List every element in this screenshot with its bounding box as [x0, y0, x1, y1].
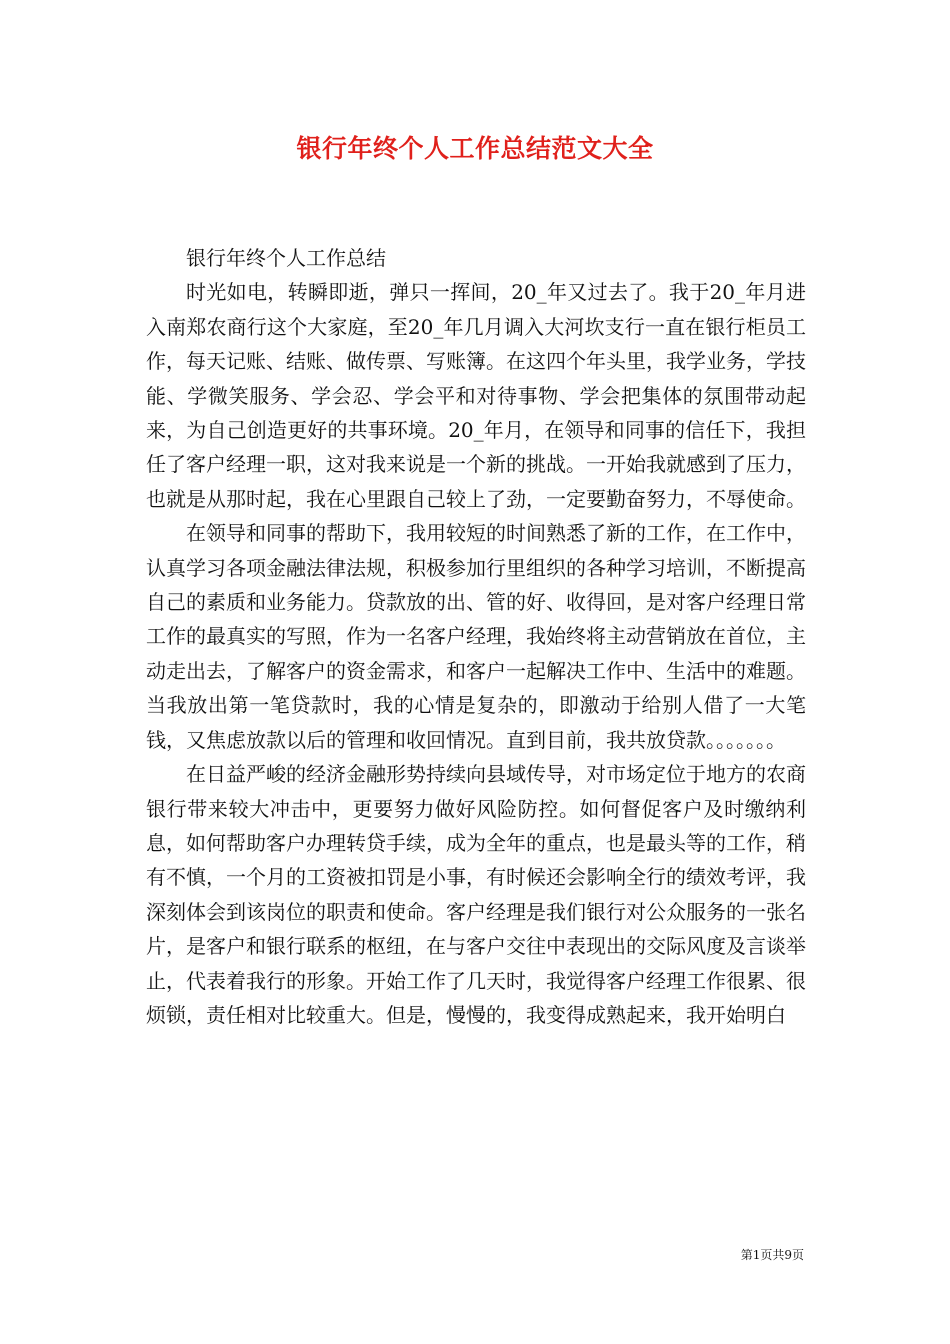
- document-subtitle: 银行年终个人工作总结: [186, 246, 386, 270]
- document-body: [146, 241, 806, 1032]
- paragraph-2: 在领导和同事的帮助下，我用较短的时间熟悉了新的工作，在工作中，认真学习各项金融法律法规，积极参加行里组织的各种学习培训，不断提高自己的素质和业务能力。贷款放的出、管的好、收得回，是对客户经理日常工作的最真实的写照，作为一名客户经理，我始终将主动营销放在首位，主动走出去，了解客户的资金需求，和客户一起解决工作中、生活中的难题。当我放出第一笔贷款时，我的心情是复杂的，即激动于给别人借了一大笔钱，又焦虑放款以后的管理和收回情况。直到目前，我共放贷款。。。。。。。: [146, 521, 806, 752]
- paragraph-3: 在日益严峻的经济金融形势持续向县域传导，对市场定位于地方的农商银行带来较大冲击中，更要努力做好风险防控。如何督促客户及时缴纳利息，如何帮助客户办理转贷手续，成为全年的重点，也是最头等的工作，稍有不慎，一个月的工资被扣罚是小事，有时候还会影响全行的绩效考评，我深刻体会到该岗位的职责和使命。客户经理是我们银行对公众服务的一张名片，是客户和银行联系的枢纽，在与客户交往中表现出的交际风度及言谈举止，代表着我行的形象。开始工作了几天时，我觉得客户经理工作很累、很烦锁，责任相对比较重大。但是，慢慢的，我变得成熟起来，我开始明白: [146, 762, 806, 1027]
- page-title: 银行年终个人工作总结范文大全: [296, 134, 654, 163]
- paragraph-1: 时光如电，转瞬即逝，弹只一挥间，20_年又过去了。我于20_年月进入南郑农商行这个大家庭，至20_年几月调入大河坎支行一直在银行柜员工作，每天记账、结账、做传票、写账簿。在这四个年头里，我学业务，学技能、学微笑服务、学会忍、学会平和对待事物、学会把集体的氛围带动起来，为自己创造更好的共事环境。20_年月，在领导和同事的信任下，我担任了客户经理一职，这对我来说是一个新的挑战。一开始我就感到了压力，也就是从那时起，我在心里跟自己较上了劲，一定要勤奋努力，不辱使命。: [146, 280, 806, 511]
- page-indicator: 第1页共9页: [740, 1248, 804, 1262]
